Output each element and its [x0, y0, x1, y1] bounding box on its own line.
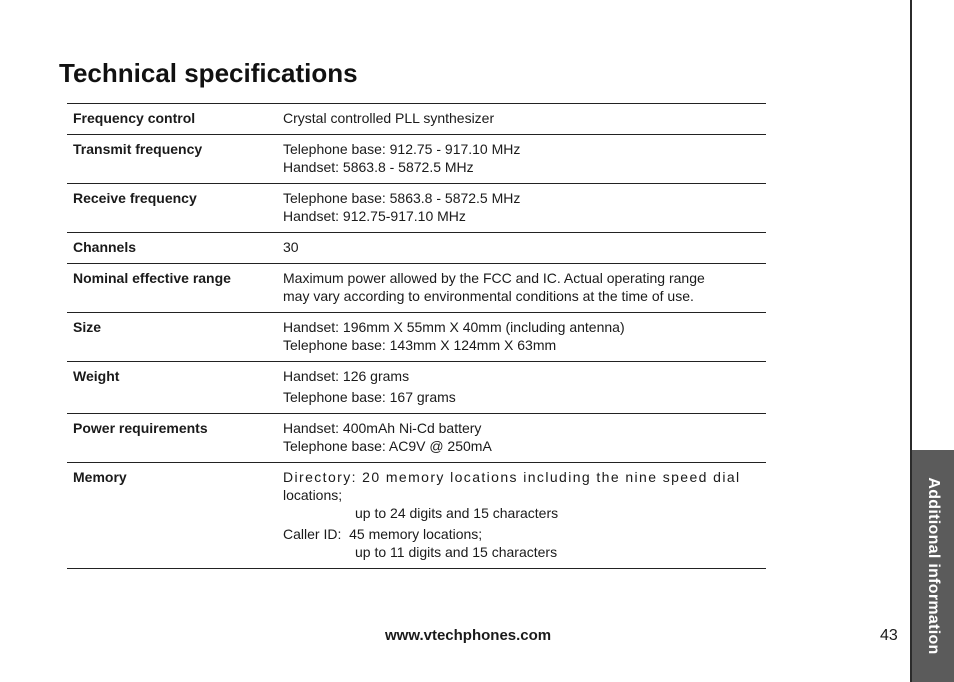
page-title: Technical specifications	[59, 58, 358, 88]
spec-line: Telephone base: 912.75 - 917.10 MHz	[283, 141, 521, 157]
spec-row	[67, 463, 766, 569]
footer-url: www.vtechphones.com	[385, 627, 552, 644]
spec-row	[67, 104, 766, 135]
spec-label: Receive frequency	[73, 190, 197, 206]
spec-line: Telephone base: 167 grams	[283, 389, 456, 405]
spec-value	[277, 184, 766, 233]
spec-value	[277, 135, 766, 184]
spec-line: up to 11 digits and 15 characters	[355, 544, 558, 560]
spec-line: Telephone base: 5863.8 - 5872.5 MHz	[283, 190, 521, 206]
spec-line: Maximum power allowed by the FCC and IC. Actual operating range	[283, 270, 705, 286]
spec-row	[67, 362, 766, 414]
spec-value	[277, 362, 766, 414]
spec-row	[67, 264, 766, 313]
spec-row	[67, 184, 766, 233]
spec-line: Handset: 400mAh Ni-Cd battery	[283, 420, 482, 436]
spec-row	[67, 233, 766, 264]
spec-line: Handset: 126 grams	[283, 368, 410, 384]
spec-line: Caller ID: 45 memory locations;	[283, 526, 483, 542]
page-number: 43	[880, 627, 898, 644]
spec-row	[67, 313, 766, 362]
spec-line: locations;	[283, 487, 343, 503]
spec-value	[277, 463, 766, 569]
spec-label: Power requirements	[73, 420, 208, 436]
spec-label: Channels	[73, 239, 137, 255]
spec-value	[277, 313, 766, 362]
spec-line: Directory: 20 memory locations including the nine speed dial	[283, 469, 741, 485]
spec-table	[67, 103, 766, 569]
spec-line: Handset: 5863.8 - 5872.5 MHz	[283, 159, 474, 175]
spec-label: Nominal effective range	[73, 270, 231, 286]
spec-label: Transmit frequency	[73, 141, 203, 157]
spec-line: 30	[283, 239, 299, 255]
spec-line: Crystal controlled PLL synthesizer	[283, 110, 495, 126]
spec-line: may vary according to environmental conditions at the time of use.	[283, 288, 694, 304]
spec-row	[67, 135, 766, 184]
spec-value	[277, 233, 766, 264]
section-tab-label: Additional information	[925, 477, 942, 655]
spec-label: Frequency control	[73, 110, 196, 126]
section-tab	[912, 450, 954, 682]
spec-value	[277, 264, 766, 313]
spec-label: Weight	[73, 368, 120, 384]
spec-label: Size	[73, 319, 102, 335]
spec-line: Telephone base: AC9V @ 250mA	[283, 438, 492, 454]
spec-line: up to 24 digits and 15 characters	[355, 505, 559, 521]
spec-value	[277, 414, 766, 463]
spec-line: Telephone base: 143mm X 124mm X 63mm	[283, 337, 557, 353]
spec-label: Memory	[73, 469, 127, 485]
spec-line: Handset: 196mm X 55mm X 40mm (including antenna)	[283, 319, 625, 335]
spec-row	[67, 414, 766, 463]
spec-value	[277, 104, 766, 135]
spec-line: Handset: 912.75-917.10 MHz	[283, 208, 466, 224]
